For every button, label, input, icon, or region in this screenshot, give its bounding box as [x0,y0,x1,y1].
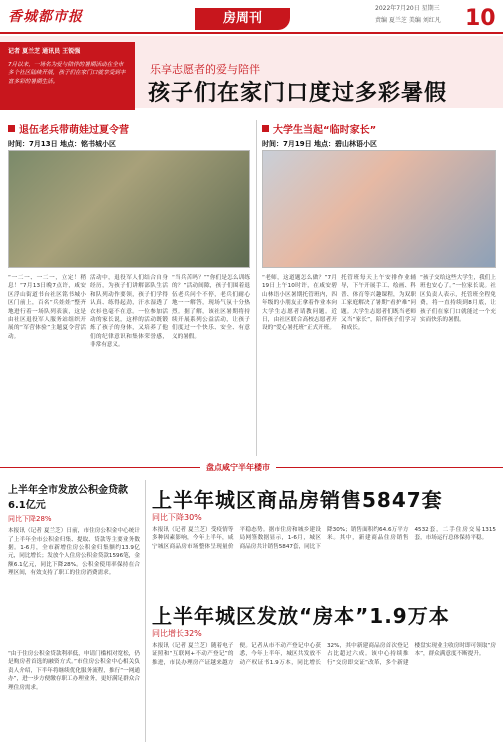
right-story-col1: “老师，这道题怎么做？”7月19日上午10时许，在咸安碧山林语小区暑期托管班内，四年级的小朋友正拿着作业本向大学生志愿者请教问题。近日，由社区联合高校志愿者开设的“爱心暑托班”正式开班。 [262,275,337,332]
housing-fund-title: 上半年全市发放公积金贷款6.1亿元 [8,485,128,511]
issue-date: 2022年7月20日 星期三 [375,5,440,12]
housing-fund-body-cont: “由于住房公积金贷款利率低，申请门槛相对宽松，仍是购房者首选的融资方式。”市住房公积金中心相关负责人介绍，下半年将继续优化服务流程，推行“一网通办”，进一步方便缴存职工办理业务，更好满足群众合理住房需求。 [8,651,140,691]
left-story-col2: 活动中，退役军人们结合自身经历，为孩子们讲解部队生活和队列动作要领，孩子们学得认真、练得起劲，汗水湿透了衣衫也毫不在意。一位参加活动的家长说，这样的活动既锻炼了孩子的身体，又培养了他们的纪律意识和集体荣誉感，非常有意义。 [90,275,168,349]
column-divider [256,120,257,456]
right-story-col3: “孩子交给这些大学生，我们上班也安心了。”一位家长说。社区负责人表示，托管班全程免费，将一直持续到8月底，让孩子们在家门口就能过一个充实而快乐的暑假。 [420,275,496,323]
right-story-col2: 托管班每天上午安排作业辅导，下午开展手工、绘画、科普、体育等兴趣课程，为双职工家庭解决了暑期“看护难”问题。大学生志愿者们既当老师又当“家长”，陪伴孩子们学习和成长。 [341,275,416,332]
right-story-meta: 时间：7月19日 地点：碧山林语小区 [262,140,378,148]
certificates-subhead: 同比增长32% [152,629,202,638]
feature-kicker: 乐享志愿者的爱与陪伴 [150,63,260,76]
newspaper-logo: 香城都市报 [8,9,83,25]
sales-subhead: 同比下降30% [152,513,202,522]
byline: 记者 夏兰芝 通讯员 王锐强 [8,48,81,55]
housing-fund-box [8,484,140,655]
certificates-body: 本报讯（记者 夏兰芝）随着电子证照和“互联网+不动产登记”的推进，市民办理房产证越来越方便。记者从市不动产登记中心获悉，今年上半年，城区共发放不动产权证书1.9万本，同比增长32%，其中新建商品房首次登记占比超过六成。该中心持续推行“交房即交证”改革，多个新建楼盘实现业主收房时即可领取“房本”，群众满意度不断提升。 [152,643,496,666]
right-story-title: 大学生当起“临时家长” [262,124,376,139]
section-band-label: 盘点咸宁半年楼市 [200,462,276,474]
housing-fund-sub: 同比下降28% [8,515,52,523]
lead-quote: 7月以来，一场名为爱与陪伴的暑期活动在全市多个社区陆续开展，孩子们在家门口就享受到丰富多彩的暑期生活。 [8,61,126,85]
housing-fund-body: 本报讯（记者 夏兰芝）日前，市住房公积金中心统计了上半年全市公积金归集、提取、贷款等主要业务数据。1-6月，全市新增住房公积金归集额约13.9亿元，同比增长；发放个人住房公积金贷款1596笔，金额6.1亿元，同比下降28%。公积金使用率保持在合理区间，有效支持了职工的住房消费需求。 [8,528,140,577]
left-story-col1: “一二一、一二一，立定！稍息！”7月13日晚7点许，咸安区浮山街道书台社区铭书城小区门前上，百名“兵娃娃”整齐地进行着一场队列表演，这是由社区退役军人服务站组织开展的“军营体验”主题夏令营活动。 [8,275,86,340]
tutoring-class-photo [262,150,496,268]
left-story-meta: 时间：7月13日 地点：铭书城小区 [8,140,117,148]
summer-camp-photo [8,150,250,268]
side-divider [145,480,146,742]
page-editors: 责编 夏兰芝 美编 刘红凡 [375,17,441,24]
sales-body: 本报讯（记者 夏兰芝）受疫情等多种因素影响，今年上半年，咸宁城区商品房市场整体呈现量价平稳态势。据市住房和城乡建设局网签数据显示，1-6月，城区商品房共计销售5847套，同比下降30%；销售面积约64.6万平方米。其中，新建商品住房销售4532套，二手住房交易1315套，市场运行总体保持平稳。 [152,527,496,550]
sales-headline: 上半年城区商品房销售5847套 [152,488,443,512]
page-number: 10 [465,6,496,31]
left-story-title: 退伍老兵带萌娃过夏令营 [8,124,129,139]
section-title: 房周刊 [195,8,290,30]
certificates-headline: 上半年城区发放“房本”1.9万本 [152,604,450,628]
left-story-col3: “当兵苦吗？”“你们是怎么训练的？”活动间隙，孩子们围着退伍老兵问个不停，老兵们耐心地一一解答，现场气氛十分热烈。据了解，该社区暑期将持续开展系列公益活动，让孩子们度过一个快乐、安全、有意义的暑假。 [172,275,250,340]
feature-headline: 孩子们在家门口度过多彩暑假 [148,81,448,106]
writer-box [0,42,135,110]
